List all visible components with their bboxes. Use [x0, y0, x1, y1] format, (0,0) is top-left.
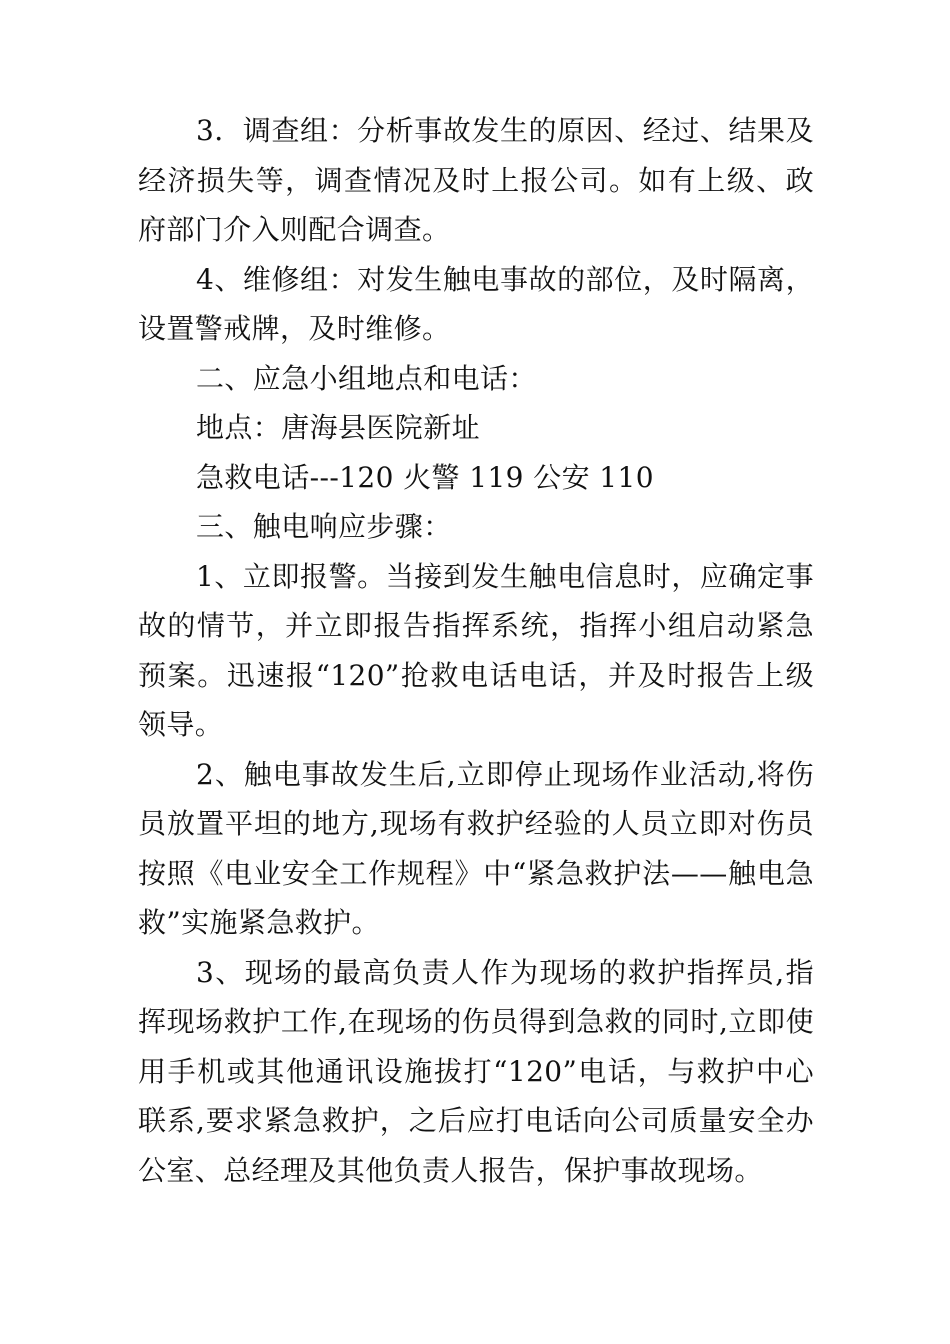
paragraph-investigation-group: 3．调查组：分析事故发生的原因、经过、结果及经济损失等，调查情况及时上报公司。如有上级、政府部门介入则配合调查。 — [138, 114, 814, 246]
paragraph-repair-group: 4、维修组：对发生触电事故的部位，及时隔离，设置警戒牌，及时维修。 — [138, 262, 814, 345]
paragraph-step-1: 1、立即报警。当接到发生触电信息时，应确定事故的情节，并立即报告指挥系统，指挥小组启动紧急预案。迅速报“120”抢救电话电话，并及时报告上级领导。 — [138, 559, 814, 741]
paragraph-step-2: 2、触电事故发生后,立即停止现场作业活动,将伤员放置平坦的地方,现场有救护经验的人员立即对伤员按照《电业安全工作规程》中“紧急救护法——触电急救”实施紧急救护。 — [138, 757, 814, 939]
section-heading-response-steps: 三、触电响应步骤： — [196, 510, 452, 543]
paragraph-step-3: 3、现场的最高负责人作为现场的救护指挥员,指挥现场救护工作,在现场的伤员得到急救的同时,立即使用手机或其他通讯设施拔打“120”电话，与救护中心联系,要求紧急救护，之后应打电话向公司质量安全办公室、总经理及其他负责人报告，保护事故现场。 — [138, 955, 814, 1187]
paragraph-location: 地点：唐海县医院新址 — [196, 411, 481, 444]
paragraph-emergency-phones: 急救电话---120 火警 119 公安 110 — [196, 460, 654, 494]
section-heading-location-phone: 二、应急小组地点和电话： — [196, 361, 537, 395]
document-page — [138, 106, 814, 1195]
